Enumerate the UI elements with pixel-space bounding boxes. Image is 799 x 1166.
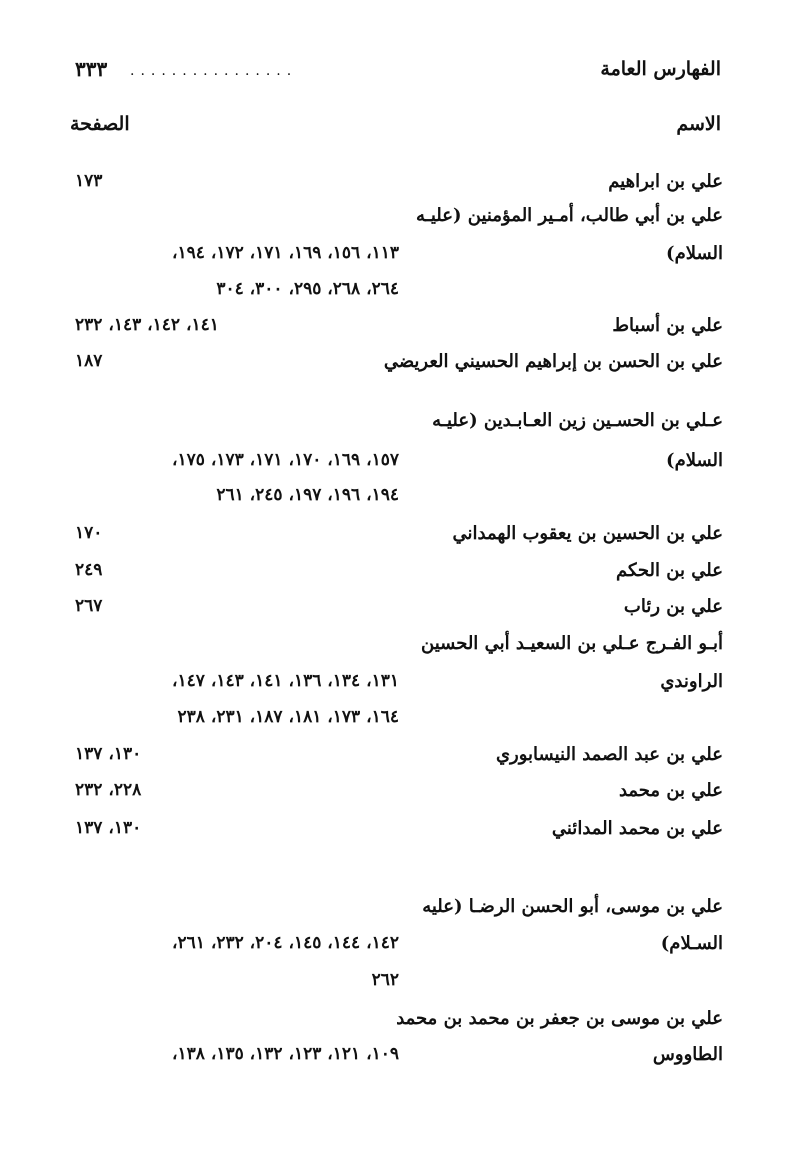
running-header-title: الفهارس العامة: [600, 58, 721, 80]
entry-pages: ١٩٤، ١٩٦، ١٩٧، ٢٤٥، ٢٦١: [216, 485, 399, 505]
entry-pages: ١١٣، ١٥٦، ١٦٩، ١٧١، ١٧٢، ١٩٤،: [172, 243, 399, 263]
entry-pages: ١٧٠: [75, 523, 103, 543]
entry-name: الراوندي: [660, 671, 723, 692]
page-number: ٣٣٣: [75, 57, 108, 81]
entry-name: علي بن محمد: [618, 780, 723, 801]
entry-pages: ١٧٣: [75, 171, 103, 191]
entry-name: علي بن موسى بن جعفر بن محمد بن محمد: [396, 1008, 723, 1029]
entry-name: علي بن الحسن بن إبراهيم الحسيني العريضي: [383, 351, 723, 372]
entry-name: علي بن محمد المدائني: [551, 818, 723, 839]
entry-name: السلام): [666, 243, 723, 264]
entry-name: أبـو الفـرج عـلي بن السعيـد أبي الحسين: [421, 633, 723, 654]
column-heading-name: الاسم: [676, 113, 721, 135]
entry-name: علي بن عبد الصمد النيسابوري: [495, 744, 723, 765]
entry-name: علي بن أبي طالب، أمـير المؤمنين (عليـه: [415, 205, 723, 226]
entry-pages: ١٦٤، ١٧٣، ١٨١، ١٨٧، ٢٣١، ٢٣٨: [177, 707, 399, 727]
entry-pages: ١٤٢، ١٤٤، ١٤٥، ٢٠٤، ٢٣٢، ٢٦١،: [172, 933, 399, 953]
entry-pages: ١٨٧: [75, 351, 103, 371]
entry-name: علي بن موسى، أبو الحسن الرضـا (عليه: [422, 896, 723, 917]
entry-name: علي بن الحسين بن يعقوب الهمداني: [452, 523, 723, 544]
entry-name: علي بن الحكم: [616, 560, 723, 581]
header-leader-dots: ................: [130, 63, 298, 79]
entry-pages: ١٣٠، ١٣٧: [75, 744, 142, 764]
entry-pages: ٢٤٩: [75, 560, 103, 580]
column-heading-page: الصفحة: [70, 113, 130, 135]
entry-pages: ٢٦٧: [75, 596, 103, 616]
entry-pages: ١٣٠، ١٣٧: [75, 818, 142, 838]
entry-name: علي بن ابراهيم: [608, 171, 723, 192]
entry-name: السلام): [666, 450, 723, 471]
entry-name: السـلام): [660, 933, 723, 954]
entry-name: الطاووس: [652, 1044, 723, 1065]
entry-pages: ١٤١، ١٤٢، ١٤٣، ٢٣٢: [75, 315, 219, 335]
entry-pages: ١٥٧، ١٦٩، ١٧٠، ١٧١، ١٧٣، ١٧٥،: [172, 450, 399, 470]
entry-pages: ٢٦٤، ٢٦٨، ٢٩٥، ٣٠٠، ٣٠٤: [216, 279, 399, 299]
entry-pages: ١٣١، ١٣٤، ١٣٦، ١٤١، ١٤٣، ١٤٧،: [172, 671, 399, 691]
entry-pages: ٢٢٨، ٢٣٢: [75, 780, 142, 800]
entry-pages: ١٠٩، ١٢١، ١٢٣، ١٣٢، ١٣٥، ١٣٨،: [172, 1044, 399, 1064]
entry-name: علي بن أسباط: [612, 315, 723, 336]
entry-pages: ٢٦٢: [371, 970, 399, 990]
entry-name: عـلي بن الحسـين زين العـابـدين (عليـه: [432, 410, 723, 431]
entry-name: علي بن رئاب: [623, 596, 723, 617]
